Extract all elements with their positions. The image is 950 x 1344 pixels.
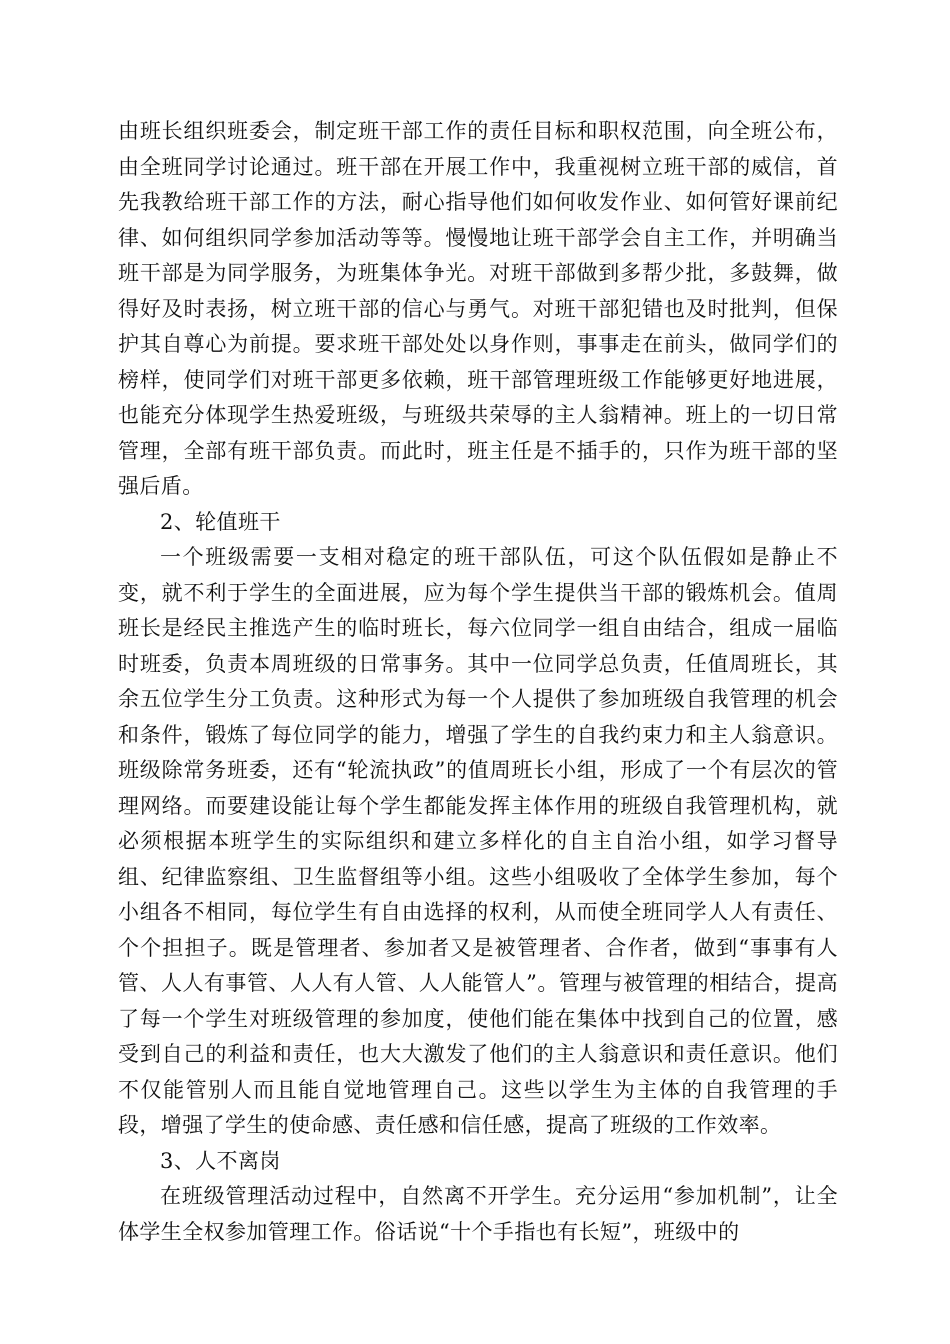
document-page bbox=[118, 114, 838, 1250]
body-paragraph: 一个班级需要一支相对稳定的班干部队伍，可这个队伍假如是静止不变，就不利于学生的全面进展，应为每个学生提供当干部的锻炼机会。值周班长是经民主推选产生的临时班长，每六位同学一组自由结合，组成一届临时班委，负责本周班级的日常事务。其中一位同学总负责，任值周班长，其余五位学生分工负责。这种形式为每一个人提供了参加班级自我管理的机会和条件，锻炼了每位同学的能力，增强了学生的自我约束力和主人翁意识。班级除常务班委，还有“轮流执政”的值周班长小组，形成了一个有层次的管理网络。而要建设能让每个学生都能发挥主体作用的班级自我管理机构，就必须根据本班学生的实际组织和建立多样化的自主自治小组，如学习督导组、纪律监察组、卫生监督组等小组。这些小组吸收了全体学生参加，每个小组各不相同，每位学生有自由选择的权利，从而使全班同学人人有责任、个个担担子。既是管理者、参加者又是被管理者、合作者，做到“事事有人管、人人有事管、人人有人管、人人能管人”。管理与被管理的相结合，提高了每一个学生对班级管理的参加度，使他们能在集体中找到自己的位置，感受到自己的利益和责任，也大大激发了他们的主人翁意识和责任意识。他们不仅能管别人而且能自觉地管理自己。这些以学生为主体的自我管理的手段，增强了学生的使命感、责任感和信任感，提高了班级的工作效率。 bbox=[118, 545, 838, 1137]
body-paragraph: 在班级管理活动过程中，自然离不开学生。充分运用“参加机制”，让全体学生全权参加管理工作。俗话说“十个手指也有长短”，班级中的 bbox=[118, 1184, 838, 1244]
body-paragraph: 由班长组织班委会，制定班干部工作的责任目标和职权范围，向全班公布，由全班同学讨论通过。班干部在开展工作中，我重视树立班干部的威信，首先我教给班干部工作的方法，耐心指导他们如何收发作业、如何管好课前纪律、如何组织同学参加活动等等。慢慢地让班干部学会自主工作，并明确当班干部是为同学服务，为班集体争光。对班干部做到多帮少批，多鼓舞，做得好及时表扬，树立班干部的信心与勇气。对班干部犯错也及时批判，但保护其自尊心为前提。要求班干部处处以身作则，事事走在前头，做同学们的榜样，使同学们对班干部更多依赖，班干部管理班级工作能够更好地进展，也能充分体现学生热爱班级，与班级共荣辱的主人翁精神。班上的一切日常管理，全部有班干部负责。而此时，班主任是不插手的，只作为班干部的坚强后盾。 bbox=[118, 119, 838, 498]
section-heading: 2、轮值班干 bbox=[160, 509, 281, 534]
section-heading: 3、人不离岗 bbox=[160, 1148, 281, 1173]
